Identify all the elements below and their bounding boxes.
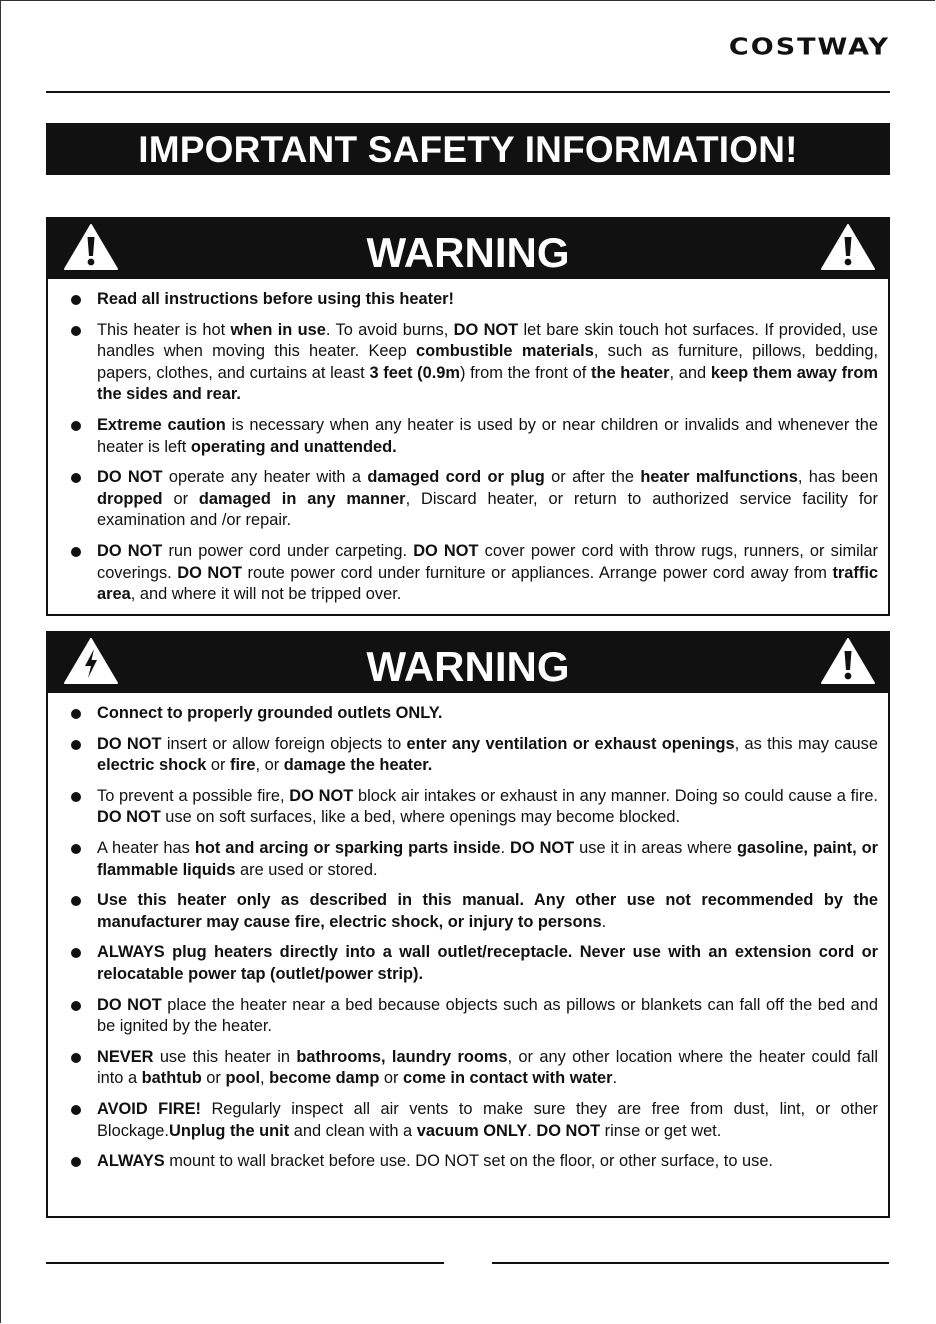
warning-item-text: .: [500, 838, 511, 857]
warning-heading: WARNING: [366, 229, 570, 276]
warning-item-text: , and where it will not be tripped over.: [130, 585, 402, 604]
warning-item-text: are used or stored.: [235, 860, 378, 879]
warning-item-text: DO NOT: [97, 995, 162, 1014]
warning-item-text: NEVER: [97, 1047, 154, 1066]
warning-item-text: A heater has: [97, 838, 195, 857]
warning-item-text: DO NOT: [413, 541, 479, 560]
exclamation-triangle-icon: [820, 222, 876, 272]
warning-item-text: combustible materials: [416, 342, 594, 361]
warning-item-text: insert or allow foreign objects to: [161, 734, 407, 753]
warning-item-text: is necessary when any heater is used by or near children or invalids and whenever the heater is left: [97, 415, 878, 456]
warning-header: [48, 633, 888, 693]
warning-item-text: DO NOT: [97, 468, 163, 487]
warning-section-general: [46, 217, 890, 616]
warning-item-text: , such as furniture, pillows, bedding, papers, clothes, and curtains at least: [97, 342, 878, 382]
electric-shock-triangle-icon: [63, 636, 119, 686]
warning-item-text: . To avoid burns,: [325, 320, 454, 339]
warning-item-text: and clean with a: [289, 1121, 417, 1140]
warning-item-text: .: [527, 1121, 537, 1140]
warning-item-text: ,: [260, 1069, 270, 1088]
warning-item-text: block air intakes or exhaust in any manner. Doing so could cause a fire.: [353, 786, 878, 805]
warning-item-text: the heater: [591, 363, 670, 382]
warning-item-text: become damp: [269, 1069, 380, 1088]
warning-item-text: , as this may cause: [734, 734, 878, 753]
warning-list: [48, 279, 888, 606]
warning-item: [48, 1047, 878, 1090]
warning-item-text: dropped: [97, 489, 163, 508]
warning-item-text: let bare skin touch hot surfaces. If provided, use handles when moving this heater. Keep: [97, 320, 878, 361]
warning-item-text: ) from the front of: [459, 363, 591, 382]
warning-item: [48, 1151, 878, 1173]
warning-item-text: or: [206, 756, 231, 775]
warning-list: [48, 693, 888, 1173]
exclamation-triangle-icon: [820, 636, 876, 686]
warning-item-text: keep them away from the sides and rear.: [97, 363, 878, 404]
warning-item-text: vacuum ONLY: [416, 1121, 528, 1140]
warning-item-text: ALWAYS: [97, 1152, 165, 1171]
warning-item-text: Connect to properly grounded outlets ONLY.: [97, 704, 443, 722]
warning-item-text: DO NOT: [536, 1121, 601, 1140]
warning-item-text: mount to wall bracket before use. DO NOT set on the floor, or other surface, to use.: [164, 1152, 773, 1171]
warning-item: [48, 415, 878, 458]
warning-item-text: use this heater in: [153, 1047, 297, 1066]
warning-item: [48, 467, 878, 532]
warning-item-text: rinse or get wet.: [600, 1121, 722, 1140]
warning-item-text: DO NOT: [510, 838, 575, 857]
warning-item-text: DO NOT: [97, 808, 161, 827]
warning-item-text: damaged cord or plug: [367, 468, 545, 487]
page-title: IMPORTANT SAFETY INFORMATION!: [46, 123, 890, 175]
warning-item-text: operate any heater with a: [162, 468, 368, 487]
footer-rule-right: [492, 1262, 889, 1264]
warning-item-text: place the heater near a bed because objects such as pillows or blankets can fall off the bed and be ignited by the heater.: [97, 995, 878, 1036]
warning-heading: WARNING: [366, 643, 570, 690]
warning-item-text: , Discard heater, or return to authorized service facility for examination and /or repair.: [97, 489, 878, 530]
warning-item-text: To prevent a possible fire,: [97, 786, 290, 805]
footer-rule-left: [46, 1262, 444, 1264]
warning-item-text: , has been: [797, 468, 878, 487]
warning-item: [48, 995, 878, 1038]
warning-item-text: Unplug the unit: [168, 1121, 290, 1140]
warning-item: [48, 1099, 878, 1142]
warning-item-text: use it in areas where: [574, 838, 737, 857]
warning-item-text: DO NOT: [97, 541, 163, 560]
warning-item-text: Use this heater only as described in this manual. Any other use not recommended by the manufacturer may cause fire, electric shock, or injury to persons: [97, 891, 878, 931]
warning-item-text: .: [601, 912, 607, 931]
warning-item: [48, 734, 878, 777]
warning-item: [48, 703, 878, 725]
warning-item-text: gasoline, paint, or flammable liquids: [97, 838, 878, 879]
warning-item-text: DO NOT: [177, 563, 242, 582]
warning-item: [48, 890, 878, 933]
warning-item-text: fire: [230, 756, 256, 775]
warning-item-text: or after the: [544, 468, 641, 487]
warning-item-text: pool: [225, 1069, 261, 1088]
warning-item-text: heater malfunctions: [640, 468, 798, 487]
warning-item-text: cover power cord with throw rugs, runners, or similar coverings.: [97, 541, 878, 582]
warning-item-text: , or any other location where the heater could fall into a: [97, 1047, 879, 1088]
warning-item-text: bathtub: [141, 1069, 202, 1088]
warning-item-text: This heater is hot: [97, 320, 231, 339]
brand-logo: COSTWAY: [728, 34, 890, 61]
warning-item: [48, 289, 878, 311]
warning-item-text: DO NOT: [97, 734, 162, 753]
warning-item-text: DO NOT: [289, 786, 354, 805]
warning-item-text: ALWAYS plug heaters directly into a wall outlet/receptacle. Never use with an extension cord or relocatable power tap (outlet/power strip).: [97, 943, 878, 983]
header-rule: [46, 91, 890, 93]
warning-item-text: AVOID FIRE!: [97, 1099, 201, 1118]
warning-item-text: .: [612, 1069, 618, 1088]
warning-item-text: damage the heater.: [283, 756, 433, 775]
warning-item-text: Extreme caution: [97, 415, 226, 434]
warning-item-text: come in contact with water: [403, 1069, 613, 1088]
warning-item-text: traffic area: [97, 563, 878, 604]
warning-item-text: route power cord under furniture or appliances. Arrange power cord away from: [241, 563, 833, 582]
warning-header: [48, 219, 888, 279]
warning-item-text: Read all instructions before using this heater!: [97, 290, 455, 308]
warning-section-electrical: [46, 631, 890, 1218]
warning-item-text: , and: [669, 363, 711, 382]
warning-item-text: 3 feet (0.9m: [369, 363, 460, 382]
warning-item-text: DO NOT: [453, 320, 519, 339]
warning-item: [48, 942, 878, 985]
warning-item: [48, 541, 878, 606]
warning-item-text: enter any ventilation or exhaust openings: [406, 734, 735, 753]
warning-item-text: electric shock: [97, 756, 207, 775]
warning-item-text: or: [379, 1069, 404, 1088]
warning-item: [48, 320, 878, 406]
warning-item-text: use on soft surfaces, like a bed, where openings may become blocked.: [160, 808, 681, 827]
exclamation-triangle-icon: [63, 222, 119, 272]
warning-item-text: when in use: [230, 320, 326, 339]
warning-item-text: , or: [255, 756, 284, 775]
warning-item-text: or: [162, 489, 199, 508]
warning-item: [48, 786, 878, 829]
warning-item-text: Regularly inspect all air vents to make sure they are free from dust, lint, or other Blockage.: [97, 1099, 879, 1140]
warning-item-text: run power cord under carpeting.: [162, 541, 414, 560]
warning-item-text: bathrooms, laundry rooms: [296, 1047, 508, 1066]
warning-item-text: hot and arcing or sparking parts inside: [194, 838, 501, 857]
warning-item: [48, 838, 878, 881]
warning-item-text: damaged in any manner: [198, 489, 406, 508]
warning-item-text: operating and unattended.: [190, 437, 397, 456]
warning-item-text: or: [201, 1069, 226, 1088]
